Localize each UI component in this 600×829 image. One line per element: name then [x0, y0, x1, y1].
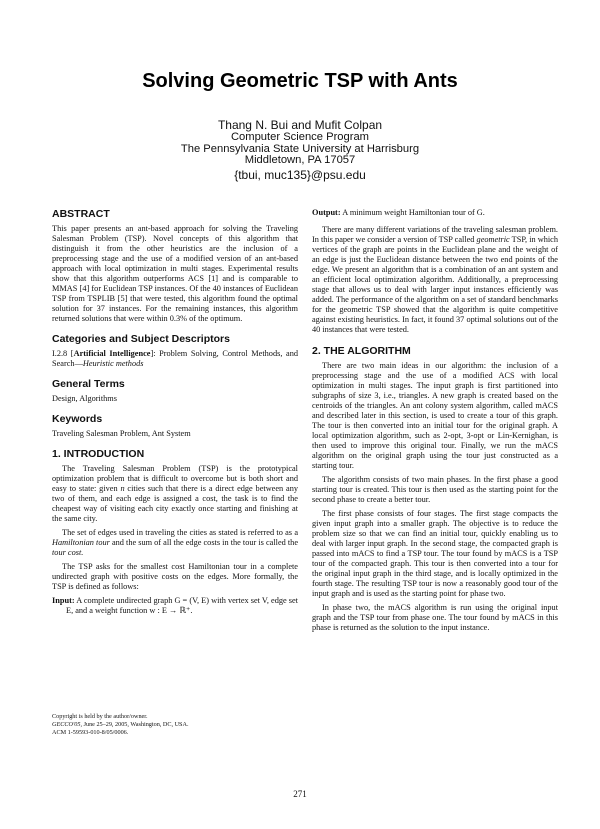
footnote-conf: GECCO'05,	[52, 721, 83, 728]
output-definition	[312, 208, 558, 218]
general-terms-heading: General Terms	[52, 378, 125, 390]
footnote-line-3: ACM 1-59593-010-8/05/0006.	[52, 729, 129, 736]
categories-italic: Heuristic methods	[82, 359, 144, 368]
input-label: Input:	[52, 596, 75, 605]
algo-paragraph-4: In phase two, the mACS algorithm is run using the original input graph and the TSP tour from phase one. The tour found by mACS in this phase is returned as the solution to the input instance.	[312, 603, 558, 632]
intro-p2-b: and the sum of all the edge costs in the tour is called the	[109, 538, 299, 547]
input-definition	[52, 596, 298, 616]
author-location: Middletown, PA 17057	[244, 154, 356, 166]
author-email: {tbui, muc135}@psu.edu	[234, 167, 366, 182]
abstract-heading: ABSTRACT	[52, 208, 110, 220]
author-block	[0, 118, 600, 183]
intro-p1-n: n	[120, 484, 125, 493]
footnote-date: June 25–29, 2005, Washington, DC, USA.	[82, 721, 189, 728]
abstract-section	[52, 208, 298, 324]
footnote-line-1: Copyright is held by the author/owner.	[52, 713, 148, 720]
output-text: A minimum weight Hamiltonian tour of G.	[342, 208, 485, 217]
keywords-text: Traveling Salesman Problem, Ant System	[52, 429, 191, 438]
intro-p1-a: The Traveling Salesman Problem (TSP) is the prototypical optimization problem that is difficult to overcome but is both short and easy to state: given	[52, 464, 298, 493]
intro-paragraph-1	[52, 464, 298, 524]
keywords-heading: Keywords	[52, 413, 103, 425]
right-paragraph-1	[312, 225, 558, 335]
author-institution: The Pennsylvania State University at Harrisburg	[180, 142, 420, 155]
intro-heading: 1. INTRODUCTION	[52, 448, 145, 460]
algo-paragraph-2: The algorithm consists of two main phases. In the first phase a good starting tour is created. This tour is then used as the starting point for the second phase to create a better tour.	[312, 475, 558, 504]
algorithm-heading: 2. THE ALGORITHM	[312, 345, 411, 357]
categories-text	[52, 349, 298, 369]
footnote-line-2	[52, 721, 298, 729]
intro-p2-a: The set of edges used in traveling the cities as stated is referred to as a	[62, 528, 298, 537]
algo-paragraph-1: There are two main ideas in our algorithm: the inclusion of a preprocessing stage and the use of a modified ACS with local optimization in multi stages. The input graph is first partitioned into subgraphs of size 3, i.e., triangles. A new graph is created based on the centroids of the triangles. An ant colony system algorithm, called mACS and described later in this section, is used to create a tour of this graph. The tour is then converted into an initial tour for the original graph. A local optimization algorithm, such as 2-opt, 3-opt or Lin-Kernighan, is then used to improve this original tour. Finally, we run the mACS algorithm on the original graph using the tour just constructed as a starting tour.	[312, 361, 558, 470]
intro-p2-i1: Hamiltonian tour	[52, 538, 110, 547]
categories-desc: ]: Problem Solving, Control Methods, and Search—	[52, 349, 298, 368]
algo-paragraph-3: The first phase consists of four stages. The first stage compacts the given input graph into a smaller graph. The objective is to reduce the problem size so that we can find an initial tour, quickly enabling us to deal with larger input graph. In the second stage, the compacted graph is passed into mACS to find a TSP tour. The tour found by mACS is a TSP tour of the compacted graph. This tour is then converted into a tour for the original input graph in the third stage, and is locally optimized in the fourth stage. The resulting TSP tour is now a reasonably good tour of the input graph and is used as the starting point for phase two.	[312, 509, 558, 598]
algorithm-section	[312, 345, 558, 633]
categories-code: I.2.8 [	[52, 349, 74, 358]
categories-heading: Categories and Subject Descriptors	[52, 333, 230, 345]
author-dept: Computer Science Program	[230, 131, 370, 143]
intro-p1-b: cities such that there is a direct edge between any two of them, and each edge is assigned a cost, the task is to find the cheapest way of visiting each city exactly once starting and finishing at the same city.	[52, 484, 299, 523]
introduction-section	[52, 448, 298, 616]
intro-paragraph-3: The TSP asks for the smallest cost Hamiltonian tour in a complete undirected graph with positive costs on the edges. More formally, the TSP is defined as follows:	[52, 562, 298, 591]
page-number: 271	[293, 789, 307, 799]
right-column	[312, 208, 558, 642]
paper-title: Solving Geometric TSP with Ants	[142, 70, 458, 92]
general-terms-section	[52, 378, 298, 404]
right-p1-a: There are many different variations of the traveling salesman problem. In this paper we consider a version of TSP called	[312, 225, 558, 244]
input-text: A complete undirected graph G = (V, E) with vertex set V, edge set E, and a weight function w : E → ℝ⁺.	[66, 596, 298, 615]
output-label: Output:	[312, 208, 341, 217]
categories-section	[52, 333, 298, 369]
abstract-text: This paper presents an ant-based approach for solving the Traveling Salesman Problem (TSP). Novel concepts of this algorithm that distinguish it from the other heuristics are the inclusion of a preprocessing stage and the use of a modified version of an ant-based approach with local optimization in multi stages. Experimental results show that this algorithm outperforms ACS [1] and is comparable to MMAS [4] for Euclidean TSP instances. Of the 40 instances of Euclidean TSP from TSPLIB [5] that were tested, this algorithm found the optimal solution for 37 instances. For the remaining instances, this algorithm returned solutions that were within 0.3% of the optimum.	[52, 224, 298, 323]
copyright-footnote	[52, 713, 298, 737]
general-terms-text: Design, Algorithms	[52, 394, 117, 403]
left-column	[52, 208, 298, 625]
right-p1-b: TSP, in which vertices of the graph are points in the Euclidean plane and the weight of an edge is just the Euclidean distance between the two end points of the edge. We present an algorithm that is a combination of an ant system and an efficient local optimization algorithm. Additionally, a preprocessing stage that allows us to deal with larger input instances efficiently was added. The performance of the algorithm on a set of standard benchmarks for the geometric TSP showed that the algorithm is quite competitive against existing heuristics. In fact, it found 37 optimal solutions out of the 40 instances that were tested.	[312, 235, 558, 334]
intro-p2-i2: tour cost.	[52, 548, 84, 557]
right-p1-i: geometric	[476, 235, 510, 244]
keywords-section	[52, 413, 298, 439]
intro-paragraph-2	[52, 528, 298, 558]
author-names: Thang N. Bui and Mufit Colpan	[217, 118, 383, 132]
categories-bold: Artificial Intelligence	[73, 349, 151, 358]
